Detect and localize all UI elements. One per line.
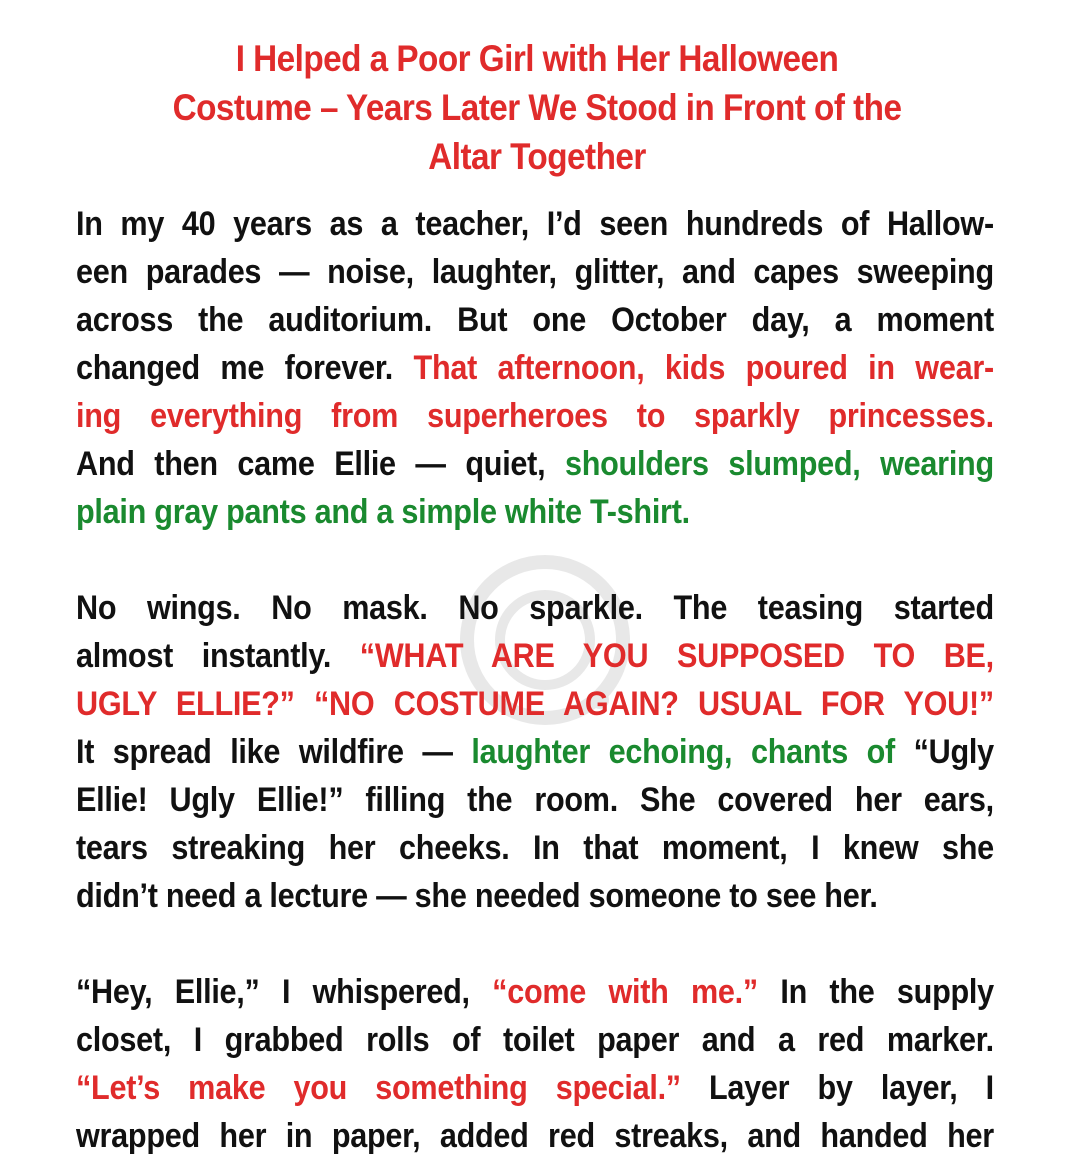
text-line: [76, 728, 994, 776]
text-line: [76, 248, 994, 296]
text-line: [76, 392, 994, 440]
text-line: [76, 344, 994, 392]
text-segment: “come with me.”: [492, 973, 758, 1011]
text-line: [76, 1112, 994, 1160]
text-segment: In my 40 years as a teacher, I’d seen hundreds of Hallow-: [76, 205, 994, 243]
story-paragraph: [76, 968, 994, 1160]
text-line: [76, 488, 994, 536]
text-line: [76, 776, 994, 824]
text-segment: laughter echoing, chants of: [471, 733, 914, 771]
text-segment: And then came Ellie — quiet,: [76, 445, 565, 483]
text-segment: UGLY ELLIE?” “NO COSTUME AGAIN? USUAL FOR YOU!”: [76, 685, 994, 723]
text-segment: That afternoon, kids poured in wear-: [413, 349, 994, 387]
text-segment: tears streaking her cheeks. In that moment, I knew she: [76, 829, 994, 867]
text-line: [76, 968, 994, 1016]
title-line: Costume – Years Later We Stood in Front of the: [172, 87, 902, 128]
title-line: Altar Together: [428, 136, 646, 177]
text-line: [76, 824, 994, 872]
text-line: [76, 1016, 994, 1064]
text-segment: plain gray pants and a simple white T-shirt.: [76, 493, 690, 531]
text-line: [76, 1064, 994, 1112]
story-paragraph: [76, 200, 994, 536]
text-segment: didn’t need a lecture — she needed someone to see her.: [76, 877, 878, 915]
title-line: I Helped a Poor Girl with Her Halloween: [235, 38, 839, 79]
text-segment: almost instantly.: [76, 637, 360, 675]
text-line: [76, 680, 994, 728]
story-title: [144, 34, 931, 181]
text-line: [76, 872, 994, 920]
text-line: [76, 200, 994, 248]
text-segment: No wings. No mask. No sparkle. The teasing started: [76, 589, 994, 627]
text-segment: Layer by layer, I: [680, 1069, 994, 1107]
text-segment: shoulders slumped, wearing: [564, 445, 994, 483]
text-line: [76, 296, 994, 344]
text-line: [76, 584, 994, 632]
text-segment: closet, I grabbed rolls of toilet paper and a red marker.: [76, 1021, 994, 1059]
text-segment: “Hey, Ellie,” I whispered,: [76, 973, 493, 1011]
text-segment: across the auditorium. But one October day, a moment: [76, 301, 994, 339]
text-segment: “WHAT ARE YOU SUPPOSED TO BE,: [359, 637, 994, 675]
story-paragraph: [76, 584, 994, 920]
text-segment: “Ugly: [913, 733, 994, 771]
text-segment: ing everything from superheroes to sparkly princesses.: [76, 397, 994, 435]
text-segment: een parades — noise, laughter, glitter, and capes sweeping: [76, 253, 994, 291]
text-segment: wrapped her in paper, added red streaks, and handed her: [76, 1117, 994, 1155]
story-body: [76, 200, 994, 1166]
text-segment: It spread like wildfire —: [76, 733, 472, 771]
text-segment: changed me forever.: [76, 349, 414, 387]
text-segment: In the supply: [757, 973, 994, 1011]
text-segment: “Let’s make you something special.”: [76, 1069, 681, 1107]
text-line: [76, 632, 994, 680]
text-line: [76, 440, 994, 488]
text-segment: Ellie! Ugly Ellie!” filling the room. She covered her ears,: [76, 781, 994, 819]
